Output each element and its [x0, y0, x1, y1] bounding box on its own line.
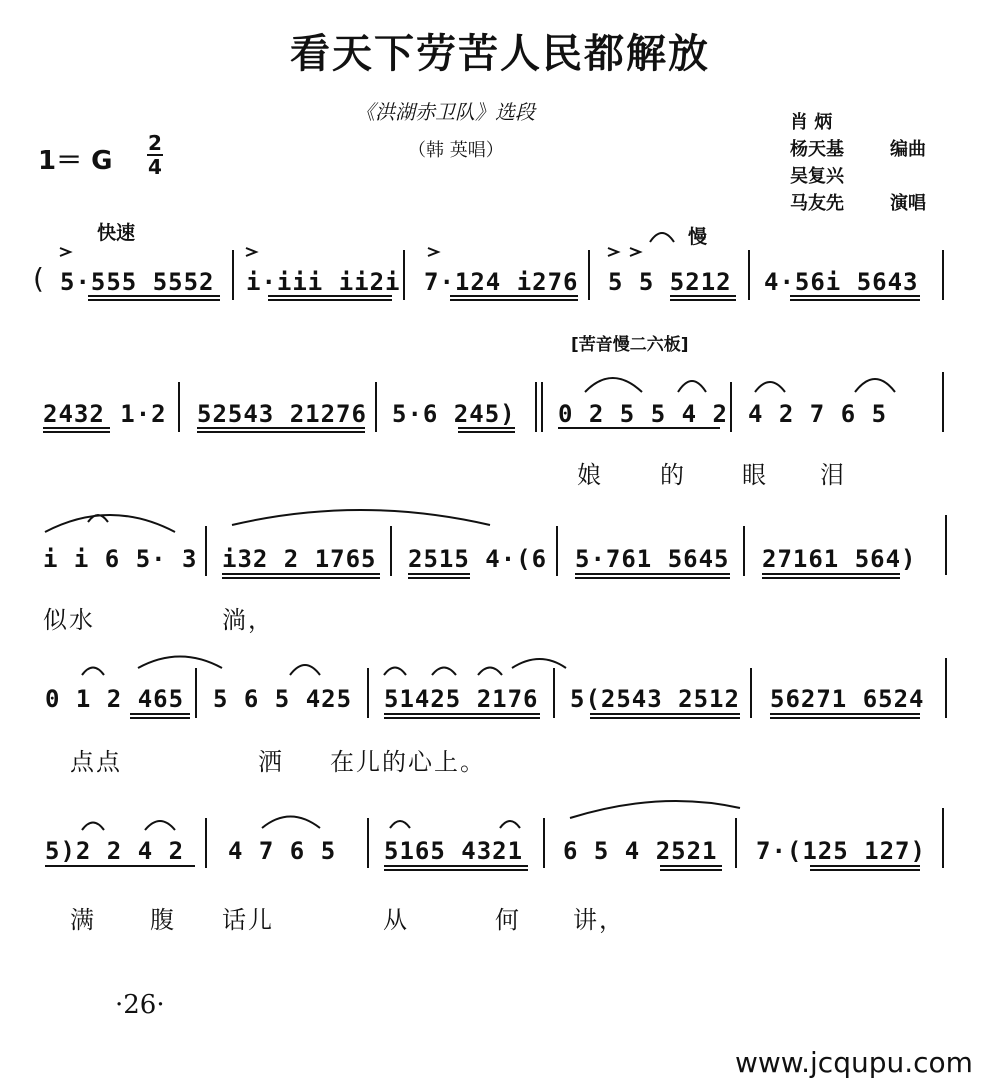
measure: 5 5 5212 [608, 268, 732, 296]
composer-3: 吴复兴 [790, 166, 844, 187]
composer-role: 编曲 [890, 139, 926, 160]
song-title: 看天下劳苦人民都解放 [290, 30, 710, 77]
measure: 7·(125 127) [756, 837, 926, 865]
lyric: 讲， [573, 906, 625, 934]
composer-2: 杨天基 [790, 139, 844, 160]
measure: 0 1 2 465 [45, 685, 185, 713]
measure: 5(2543 2512 [570, 685, 740, 713]
measure: 5·6 245) [392, 400, 516, 428]
watermark: www.jcqupu.com [735, 1046, 973, 1079]
measure: 4 7 6 5 [228, 837, 337, 865]
tempo-slow: 慢 [688, 226, 708, 248]
measure: 6 5 4 2521 [563, 837, 718, 865]
lyric: 何 [495, 906, 521, 934]
performer: 马友先 [790, 193, 844, 214]
lyric: 淌， [222, 606, 274, 634]
lyric: 点点 [70, 748, 122, 776]
measure: 51425 2176 [384, 685, 539, 713]
measure: 7·124 i276 [424, 268, 579, 296]
measure: 52543 21276 [197, 400, 367, 428]
measure: 56271 6524 [770, 685, 925, 713]
lyric: 洒 [258, 748, 284, 776]
lyric: 的 [660, 461, 686, 489]
lyric: 眼 [742, 461, 768, 489]
measure: i·iii ii2i [246, 268, 401, 296]
measure: 5 6 5 425 [213, 685, 353, 713]
lyric: 似水 [43, 606, 95, 634]
measure: 27161 564) [762, 545, 917, 573]
composer-1: 肖 炳 [790, 112, 833, 133]
performer-role: 演唱 [890, 193, 926, 214]
time-bottom: 4 [148, 155, 162, 179]
lyric: 满 [70, 906, 96, 934]
measure: 2432 1·2 [43, 400, 167, 428]
singer-note: （韩 英唱） [408, 140, 504, 161]
measure: 4 2 7 6 5 [748, 400, 888, 428]
lyric: 泪 [820, 461, 846, 489]
subtitle: 《洪湖赤卫队》选段 [355, 100, 535, 124]
page-number: ·26· [115, 990, 165, 1020]
lyric: 腹 [150, 906, 176, 934]
measure: i32 2 1765 [222, 545, 377, 573]
measure: 4·56i 5643 [764, 268, 919, 296]
lyric: 娘 [577, 461, 603, 489]
measure: 0 2 5 5 4 2 [558, 400, 728, 428]
measure: 5·761 5645 [575, 545, 730, 573]
time-top: 2 [148, 131, 162, 155]
measure: 5·555 5552 [60, 268, 215, 296]
measure: i i 6 5· 3 [43, 545, 198, 573]
tempo-fast: 快速 [97, 222, 136, 244]
measure: 5165 4321 [384, 837, 524, 865]
lyric: 从 [383, 906, 409, 934]
lyric: 话儿 [222, 906, 274, 934]
measure: 2515 4·(6 [408, 545, 548, 573]
measure: 5)2 2 4 2 [45, 837, 185, 865]
key-signature: 1＝ G [38, 146, 113, 176]
lyric: 在儿的心上。 [330, 748, 486, 776]
banshi-label: [苦音慢二六板] [571, 335, 689, 355]
open-paren: ( [33, 262, 44, 295]
